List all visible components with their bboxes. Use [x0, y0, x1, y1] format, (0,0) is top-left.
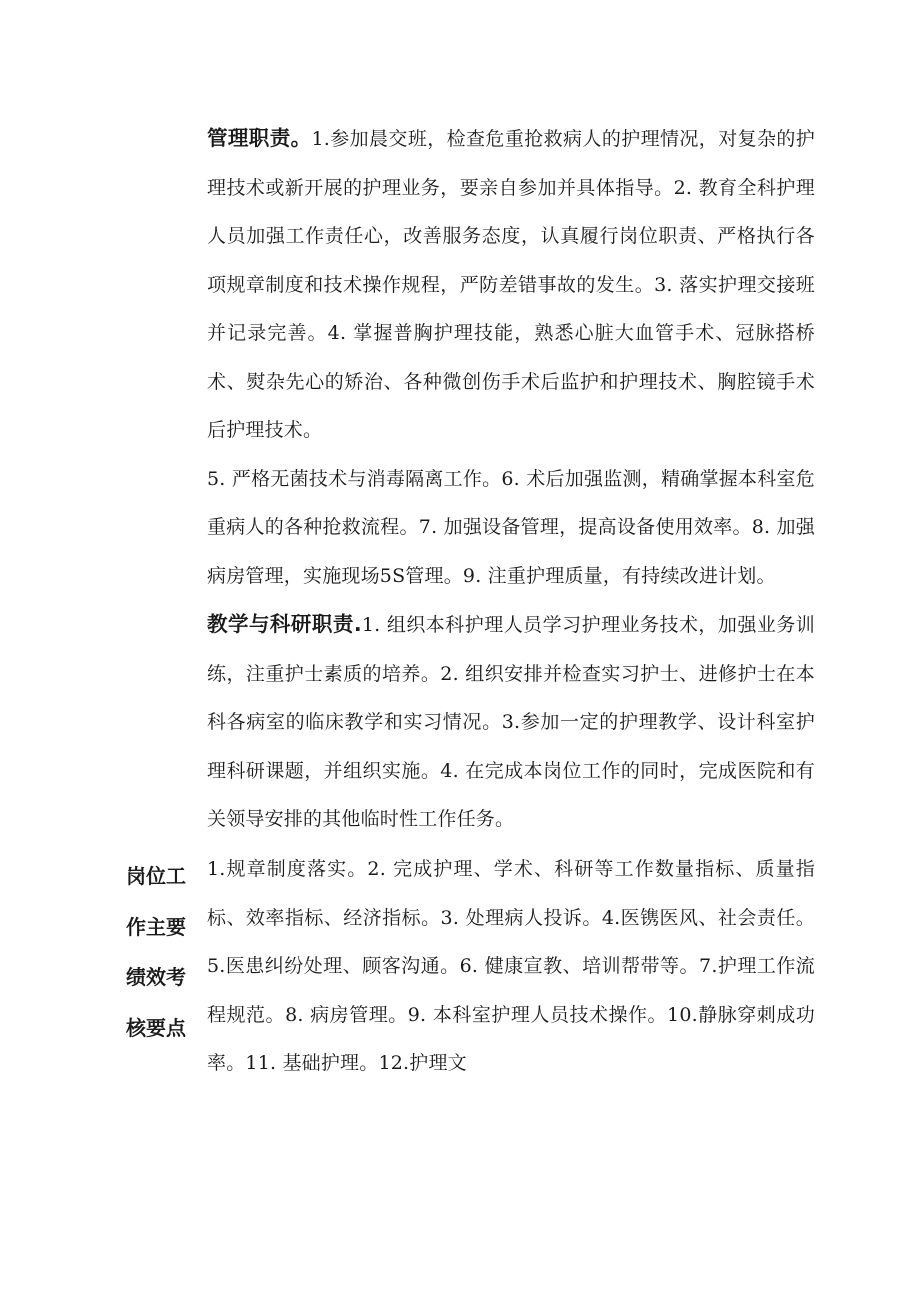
- teaching-research-text: 1. 组织本科护理人员学习护理业务技术，加强业务训练，注重护士素质的培养。2. 组织安排并检查实习护士、进修护士在本科各病室的临床教学和实习情况。3.参加一定的护理教学、设计科室护理科研课题，并组织实施。4. 在完成本岗位工作的同时，完成医院和有关领导安排的其他临时性工作任务。: [207, 614, 816, 830]
- kpi-block: [207, 845, 815, 1088]
- management-duties-paragraph: [207, 114, 815, 455]
- teaching-research-paragraph: [207, 600, 815, 844]
- management-duties-continued-paragraph: [207, 455, 815, 601]
- management-duties-heading: 管理职责。: [207, 126, 312, 150]
- kpi-row-label: 岗位工作主要绩效考核要点: [126, 864, 186, 1040]
- kpi-text: 1.规章制度落实。2. 完成护理、学术、科研等工作数量指标、质量指标、效率指标、经济指标。3. 处理病人投诉。4.医镌医风、社会责任。5.医患纠纷处理、顾客沟通。6. 健康宣教、培训帮带等。7.护理工作流程规范。8. 病房管理。9. 本科室护理人员技术操作。10.静脉穿刺成功率。11. 基础护理。12.护理文: [207, 858, 815, 1074]
- duties-block: [207, 114, 815, 844]
- management-duties-text: 1.参加晨交班，检查危重抢救病人的护理情况，对复杂的护理技术或新开展的护理业务，要亲自参加并具体指导。2. 教育全科护理人员加强工作责任心，改善服务态度，认真履行岗位职责、严格执行各项规章制度和技术操作规程，严防差错事故的发生。3. 落实护理交接班并记录完善。4. 掌握普胸护理技能，熟悉心脏大血管手术、冠脉搭桥术、熨杂先心的矫治、各种微创伤手术后监护和护理技术、胸腔镜手术后护理技术。: [207, 128, 816, 441]
- management-duties-continued-text: 5. 严格无菌技术与消毒隔离工作。6. 术后加强监测，精确掌握本科室危重病人的各种抢救流程。7. 加强设备管理，提高设备使用效率。8. 加强病房管理，实施现场5S管理。9. 注重护理质量，有持续改进计划。: [207, 467, 815, 587]
- teaching-research-heading: 教学与科研职责.: [207, 612, 362, 636]
